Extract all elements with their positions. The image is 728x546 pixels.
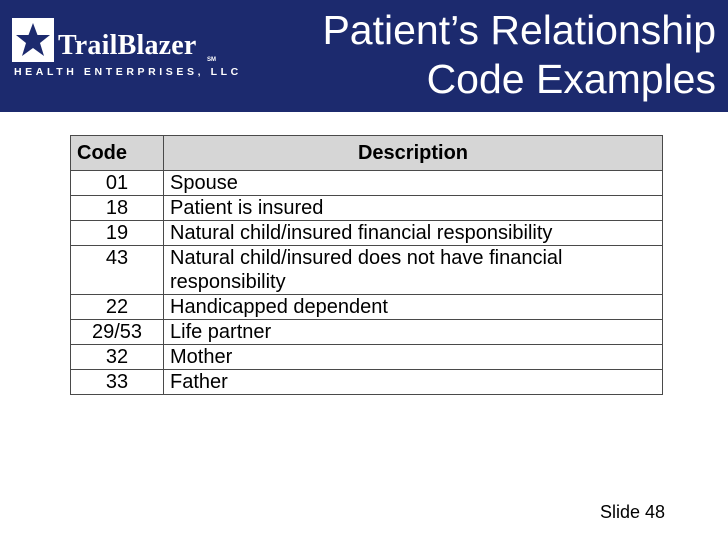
code-cell: 19	[71, 221, 164, 246]
description-cell: Father	[164, 370, 663, 395]
column-header-code: Code	[71, 136, 164, 171]
table-row	[71, 370, 663, 395]
slide-number: Slide 48	[599, 502, 665, 522]
code-cell: 33	[71, 370, 164, 395]
table-row	[71, 345, 663, 370]
description-cell: Patient is insured	[164, 196, 663, 221]
table-row	[71, 221, 663, 246]
code-cell: 29/53	[71, 320, 164, 345]
code-cell: 43	[71, 246, 164, 295]
slide-title-line-1: Patient’s Relationship	[322, 7, 716, 53]
code-cell: 32	[71, 345, 164, 370]
service-mark: SM	[207, 57, 216, 63]
header-banner	[0, 0, 728, 112]
table-header-row	[71, 136, 663, 171]
table-row	[71, 320, 663, 345]
code-cell: 01	[71, 171, 164, 196]
description-cell: Natural child/insured does not have financial responsibility	[164, 246, 663, 295]
table-row	[71, 295, 663, 320]
slide-title	[276, 6, 716, 104]
table-row	[71, 246, 663, 295]
column-header-description: Description	[164, 136, 663, 171]
table-row	[71, 171, 663, 196]
description-cell: Mother	[164, 345, 663, 370]
code-cell: 22	[71, 295, 164, 320]
trailblazer-logo	[12, 16, 242, 84]
star-icon	[12, 18, 54, 62]
description-cell: Life partner	[164, 320, 663, 345]
relationship-codes-table	[70, 135, 663, 395]
code-cell: 18	[71, 196, 164, 221]
logo-subtitle: HEALTH ENTERPRISES, LLC	[14, 66, 242, 78]
description-cell: Spouse	[164, 171, 663, 196]
table-row	[71, 196, 663, 221]
slide-title-line-2: Code Examples	[426, 56, 716, 102]
description-cell: Natural child/insured financial responsibility	[164, 221, 663, 246]
logo-brand-name: TrailBlazer	[58, 30, 197, 61]
description-cell: Handicapped dependent	[164, 295, 663, 320]
